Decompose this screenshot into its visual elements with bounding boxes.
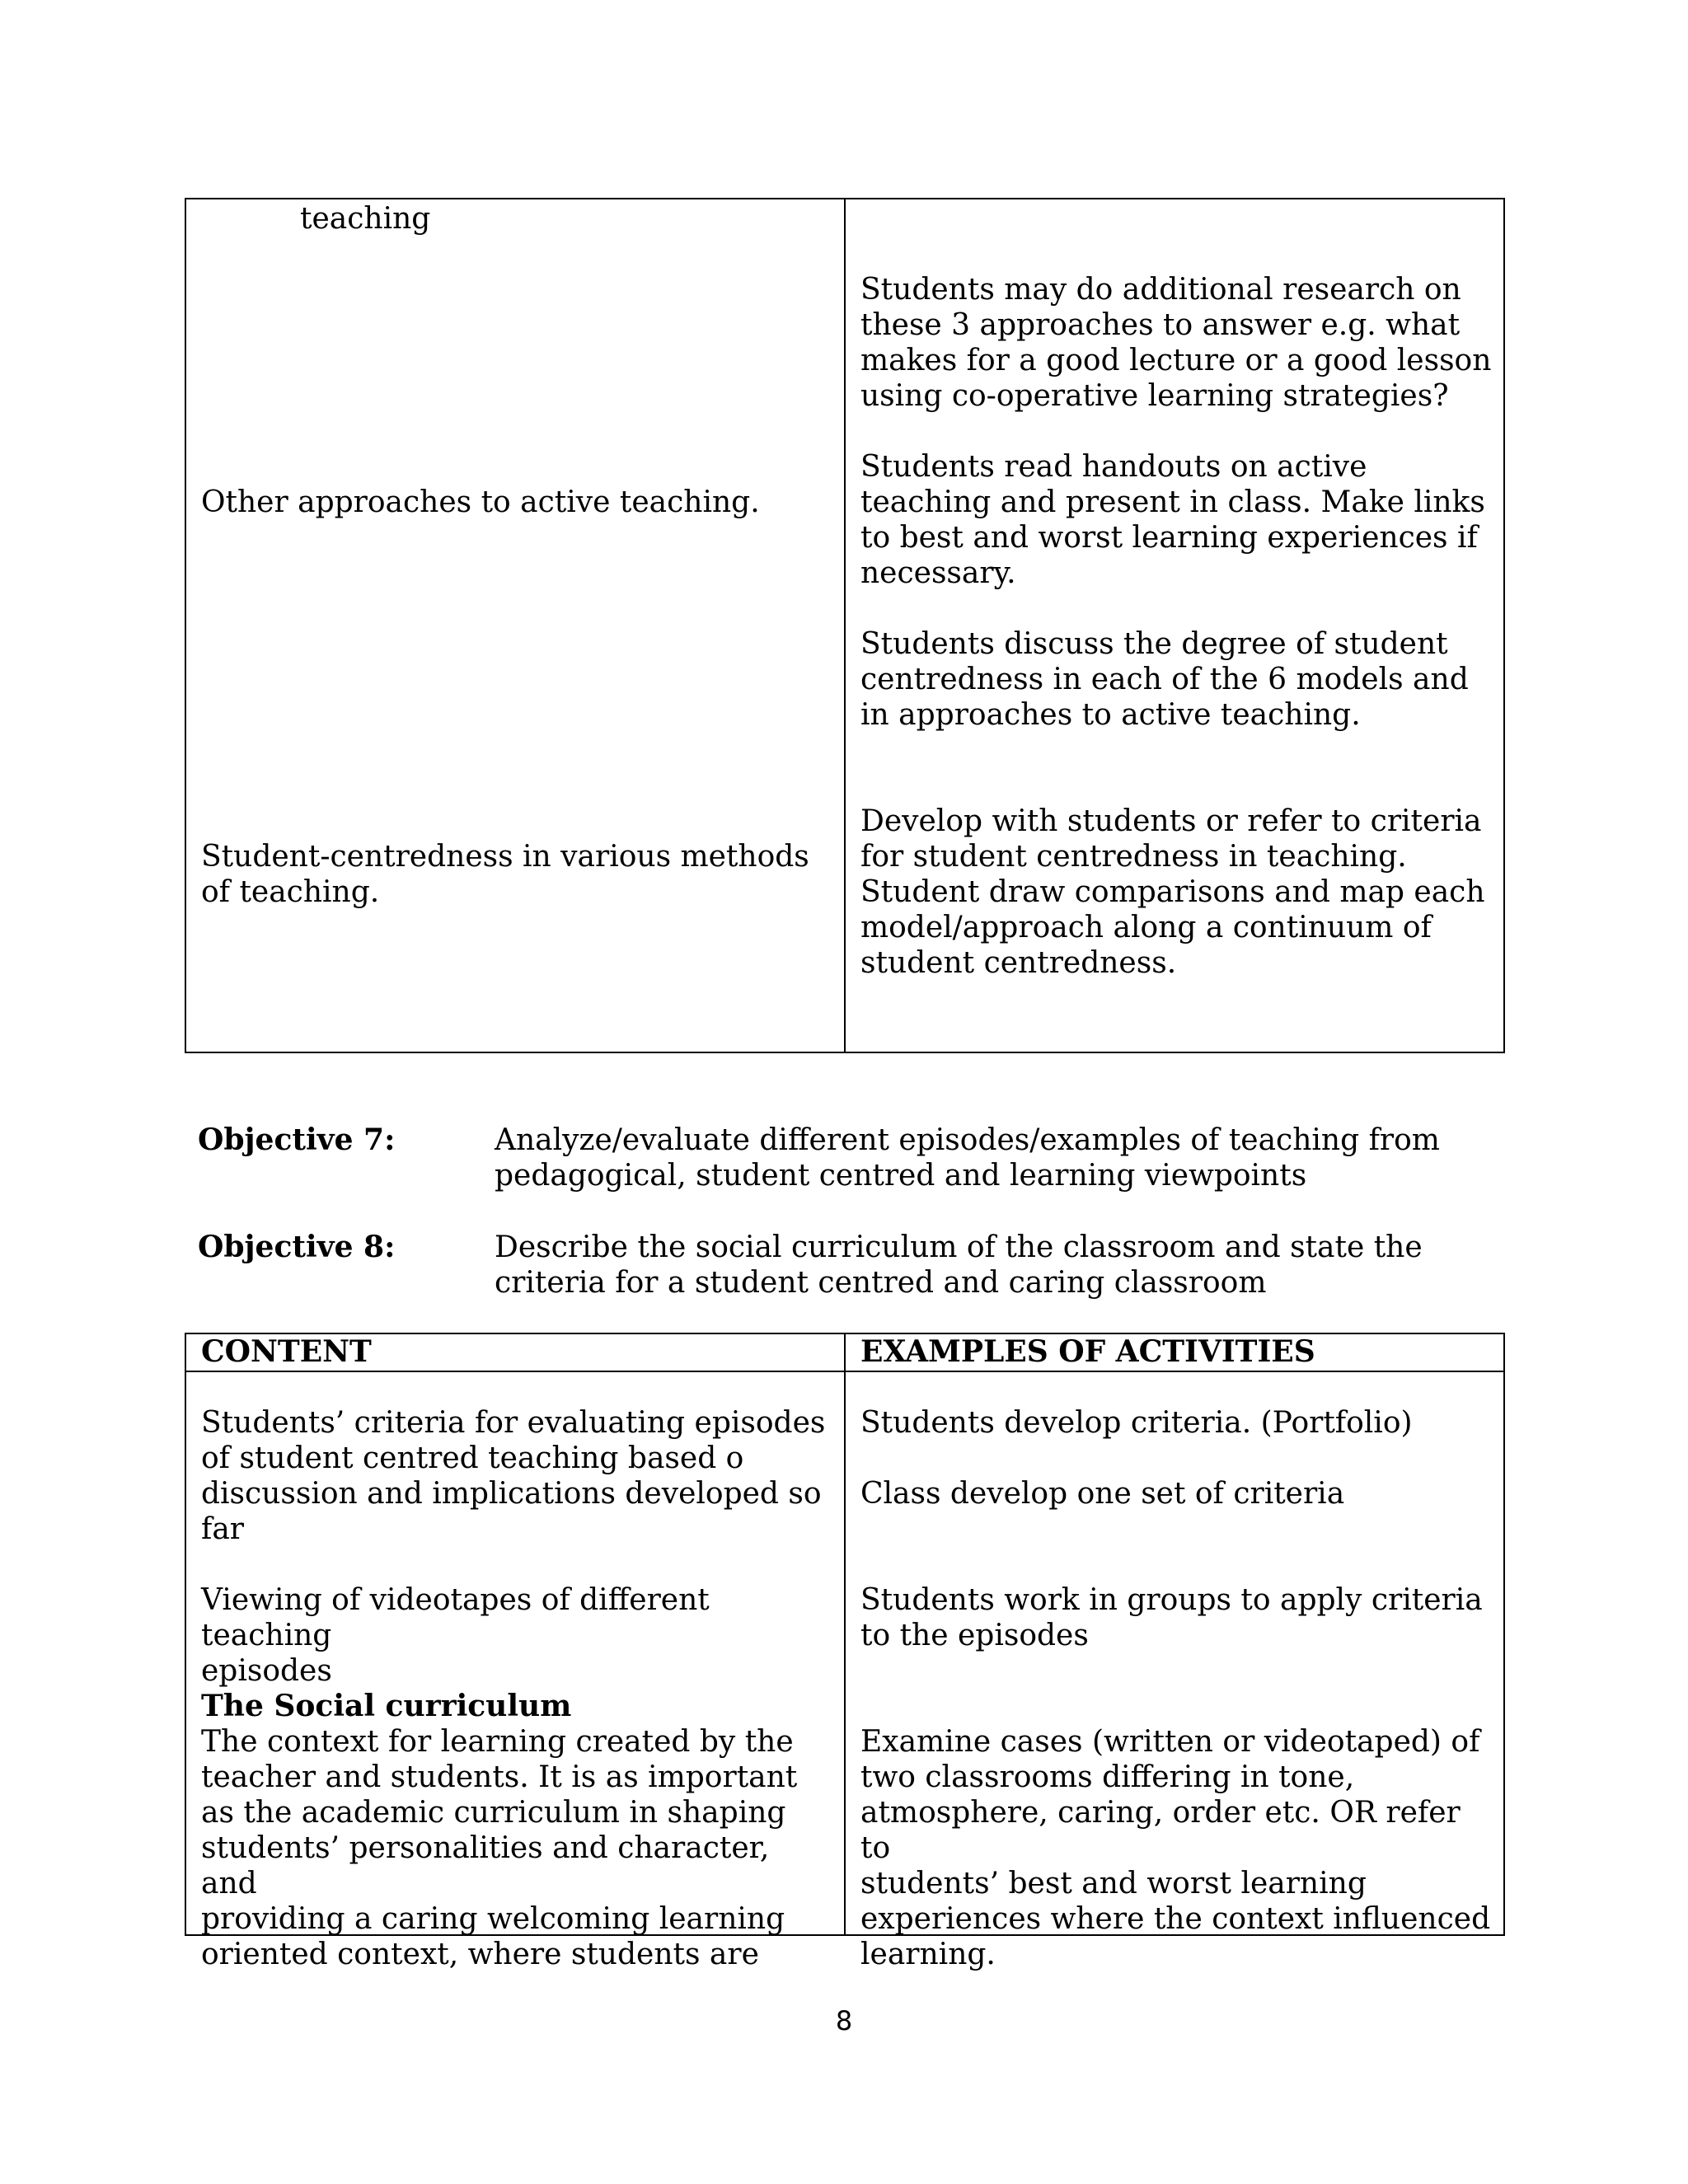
activity-text: Develop with students or refer to criteria for student centredness in teaching. Student draw comparisons and map each model/approach along a continuum of student centredness. bbox=[860, 804, 1485, 980]
content-cell bbox=[185, 199, 845, 1052]
table-row bbox=[185, 199, 1504, 1052]
objective-label: Objective 7: bbox=[198, 1122, 396, 1157]
activity-text: Students develop criteria. (Portfolio) bbox=[860, 1406, 1413, 1440]
content-cell bbox=[185, 1371, 845, 1971]
column-header: CONTENT bbox=[201, 1334, 372, 1369]
table-header-row bbox=[185, 1333, 1504, 1371]
header-activities bbox=[845, 1333, 1504, 1371]
activity-text: Examine cases (written or videotaped) of two classrooms differing in tone, atmosphere, caring, order etc. OR refer to students’ best and worst learning experiences where the context influenced learning. bbox=[860, 1725, 1491, 1971]
content-text: teaching bbox=[300, 202, 431, 236]
objective-label: Objective 8: bbox=[198, 1230, 396, 1264]
content-text: Students’ criteria for evaluating episodes of student centred teaching based o discussion and implications developed so far bbox=[201, 1406, 826, 1546]
content-table-continued bbox=[185, 198, 1505, 1053]
table-row bbox=[185, 1371, 1504, 1935]
activity-text: Students discuss the degree of student centredness in each of the 6 models and in approaches to active teaching. bbox=[860, 627, 1469, 732]
activity-text: Class develop one set of criteria bbox=[860, 1477, 1345, 1511]
activity-text: Students read handouts on active teaching and present in class. Make links to best and worst learning experiences if necessary. bbox=[860, 450, 1485, 590]
page-number: 8 bbox=[835, 2005, 853, 2036]
header-content bbox=[185, 1333, 845, 1371]
activity-text: Students work in groups to apply criteria to the episodes bbox=[860, 1583, 1483, 1652]
column-header: EXAMPLES OF ACTIVITIES bbox=[860, 1334, 1315, 1369]
content-activities-table bbox=[185, 1333, 1505, 1971]
content-text: The context for learning created by the teacher and students. It is as important as the academic curriculum in shaping students’ personalities and character, and providing a caring welcoming learning oriented context, where students are bbox=[201, 1725, 798, 1971]
content-text: Other approaches to active teaching. bbox=[201, 485, 760, 519]
activity-text: Students may do additional research on these 3 approaches to answer e.g. what makes for a good lecture or a good lesson using co-operative learning strategies? bbox=[860, 273, 1492, 413]
activities-cell bbox=[845, 199, 1504, 1052]
content-text: Student-centredness in various methods of teaching. bbox=[201, 840, 809, 909]
section-heading: The Social curriculum bbox=[201, 1689, 572, 1723]
activities-cell bbox=[845, 1371, 1504, 1971]
objective-text: Analyze/evaluate different episodes/examples of teaching from pedagogical, student centred and learning viewpoints bbox=[495, 1123, 1440, 1193]
objective-text: Describe the social curriculum of the classroom and state the criteria for a student centred and caring classroom bbox=[495, 1230, 1423, 1300]
content-text: Viewing of videotapes of different teaching episodes bbox=[201, 1583, 710, 1688]
